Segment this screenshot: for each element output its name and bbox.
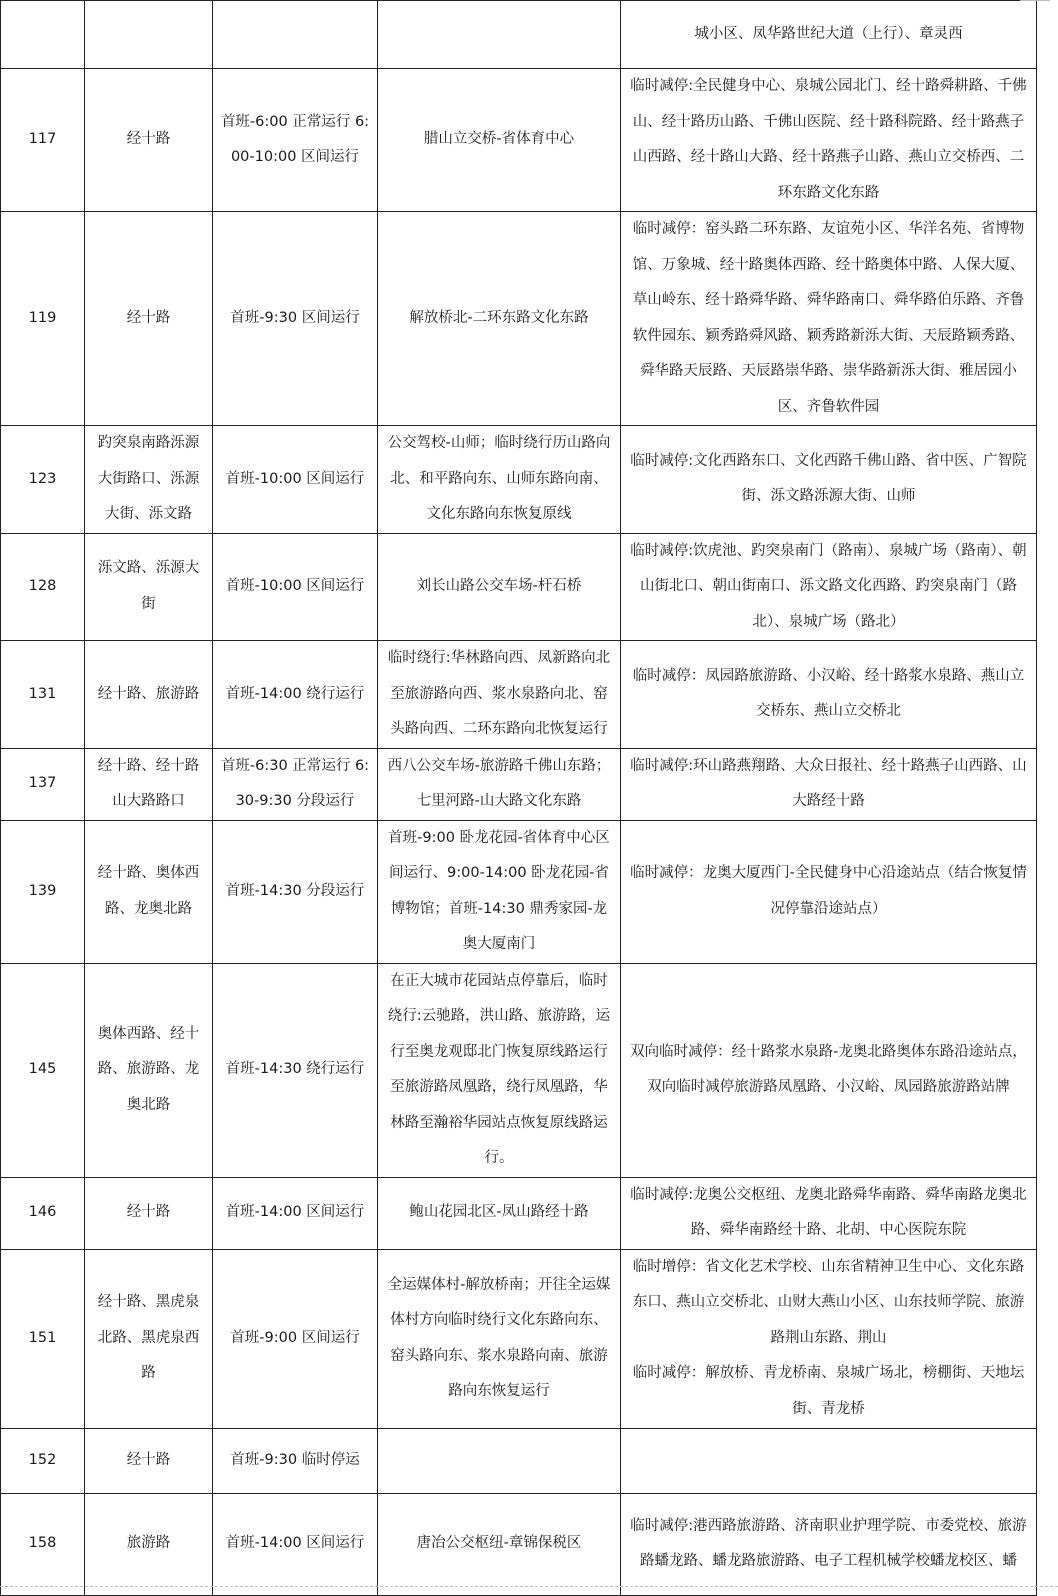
route-number-cell: 123 xyxy=(1,426,85,534)
stops-cell xyxy=(621,820,1037,963)
stops-text: 临时减停：解放桥、青龙桥南、泉城广场北，榜棚街、天地坛街、青龙桥 xyxy=(632,1365,1025,1417)
route-number-cell: 128 xyxy=(1,533,85,641)
road-name-cell: 经十路 xyxy=(85,212,213,426)
road-name-cell: 经十路 xyxy=(85,69,213,212)
table-row xyxy=(1,641,1037,749)
schedule-cell: 首班-6:00 正常运行 6:00-10:00 区间运行 xyxy=(213,69,378,212)
route-number-cell: 158 xyxy=(1,1493,85,1595)
table-row xyxy=(1,1177,1037,1249)
schedule-cell: 首班-9:30 区间运行 xyxy=(213,212,378,426)
stops-text: 临时减停：龙奥大厦西门-全民健身中心沿途站点（结合恢复情况停靠沿途站点） xyxy=(630,865,1027,917)
stops-cell xyxy=(621,963,1037,1177)
stops-text: 城小区、凤华路世纪大道（上行）、章灵西 xyxy=(694,25,963,42)
road-name-cell: 经十路、黑虎泉北路、黑虎泉西路 xyxy=(85,1249,213,1428)
section-cell: 唐冶公交枢纽-章锦保税区 xyxy=(378,1493,621,1595)
route-number-cell: 145 xyxy=(1,963,85,1177)
section-cell: 全运媒体村-解放桥南；开往全运媒体村方向临时绕行文化东路向东、窑头路向东、浆水泉路向南、旅游路向东恢复运行 xyxy=(378,1249,621,1428)
section-cell: 解放桥北-二环东路文化东路 xyxy=(378,212,621,426)
section-cell: 首班-9:00 卧龙花园-省体育中心区间运行、9:00-14:00 卧龙花园-省博物馆；首班-14:30 鼎秀家园-龙奥大厦南门 xyxy=(378,820,621,963)
stops-cell xyxy=(621,1249,1037,1428)
section-cell: 在正大城市花园站点停靠后，临时绕行:云驰路，洪山路、旅游路，运行至奥龙观邸北门恢复原线路运行至旅游路凤凰路，绕行凤凰路，华林路至瀚裕华园站点恢复原线路运行。 xyxy=(378,963,621,1177)
section-cell xyxy=(378,1428,621,1493)
road-name-cell: 泺文路、泺源大街 xyxy=(85,533,213,641)
road-name-cell: 经十路、奥体西路、龙奥北路 xyxy=(85,820,213,963)
table-row xyxy=(1,212,1037,426)
page-bottom-border xyxy=(0,1586,1058,1587)
schedule-cell xyxy=(213,1,378,69)
road-name-cell: 趵突泉南路泺源大街路口、泺源大街、泺文路 xyxy=(85,426,213,534)
section-cell: 西八公交车场-旅游路千佛山东路；七里河路-山大路文化东路 xyxy=(378,748,621,820)
road-name-cell: 奥体西路、经十路、旅游路、龙奥北路 xyxy=(85,963,213,1177)
stops-cell xyxy=(621,533,1037,641)
table-row xyxy=(1,533,1037,641)
section-cell: 腊山立交桥-省体育中心 xyxy=(378,69,621,212)
stops-text: 临时减停：窑头路二环东路、友谊苑小区、华洋名苑、省博物馆、万象城、经十路奥体西路、经十路奥体中路、人保大厦、草山岭东、经十路舜华路、舜华路南口、舜华路伯乐路、齐鲁软件园东、颖秀路舜风路、颖秀路新泺大街、天辰路颖秀路、舜华路天辰路、天辰路崇华路、崇华路新泺大街、雅居园小区、齐鲁软件园 xyxy=(632,221,1025,415)
section-cell xyxy=(378,1,621,69)
stops-cell xyxy=(621,212,1037,426)
schedule-cell: 首班-10:00 区间运行 xyxy=(213,533,378,641)
schedule-cell: 首班-14:00 区间运行 xyxy=(213,1493,378,1595)
route-number-cell: 139 xyxy=(1,820,85,963)
schedule-cell: 首班-14:00 区间运行 xyxy=(213,1177,378,1249)
stops-text: 临时减停:饮虎池、趵突泉南门（路南）、泉城广场（路南）、朝山街北口、朝山街南口、泺文路文化西路、趵突泉南门（路北）、泉城广场（路北） xyxy=(630,542,1027,630)
stops-text: 临时减停:环山路燕翔路、大众日报社、经十路燕子山西路、山大路经十路 xyxy=(630,757,1027,809)
table-row xyxy=(1,748,1037,820)
road-name-cell xyxy=(85,1,213,69)
table-row xyxy=(1,426,1037,534)
table-row xyxy=(1,1,1037,69)
schedule-cell: 首班-10:00 区间运行 xyxy=(213,426,378,534)
section-cell: 公交驾校-山师；临时绕行历山路向北、和平路向东、山师东路向南、文化东路向东恢复原线 xyxy=(378,426,621,534)
stops-cell xyxy=(621,1493,1037,1595)
route-number-cell: 151 xyxy=(1,1249,85,1428)
stops-cell xyxy=(621,748,1037,820)
route-number-cell: 131 xyxy=(1,641,85,749)
stops-cell xyxy=(621,69,1037,212)
table-row xyxy=(1,963,1037,1177)
schedule-cell: 首班-14:00 绕行运行 xyxy=(213,641,378,749)
table-row xyxy=(1,1493,1037,1595)
road-name-cell: 经十路、经十路山大路路口 xyxy=(85,748,213,820)
stops-text: 临时减停:全民健身中心、泉城公园北门、经十路舜耕路、千佛山、经十路历山路、千佛山医院、经十路科院路、经十路燕子山西路、经十路山大路、经十路燕子山路、燕山立交桥西、二环东路文化东路 xyxy=(630,78,1027,201)
stops-text: 临时增停：省文化艺术学校、山东省精神卫生中心、文化东路东口、燕山立交桥北、山财大燕山小区、山东技师学院、旅游路荆山东路、荆山 xyxy=(632,1258,1025,1346)
stops-cell xyxy=(621,1177,1037,1249)
road-name-cell: 旅游路 xyxy=(85,1493,213,1595)
section-cell: 临时绕行:华林路向西、凤新路向北至旅游路向西、浆水泉路向北、窑头路向西、二环东路向北恢复运行 xyxy=(378,641,621,749)
stops-cell xyxy=(621,426,1037,534)
road-name-cell: 经十路 xyxy=(85,1428,213,1493)
table-row xyxy=(1,820,1037,963)
schedule-cell: 首班-14:30 绕行运行 xyxy=(213,963,378,1177)
road-name-cell: 经十路、旅游路 xyxy=(85,641,213,749)
table-row xyxy=(1,1249,1037,1428)
route-number-cell xyxy=(1,1,85,69)
schedule-cell: 首班-6:30 正常运行 6:30-9:30 分段运行 xyxy=(213,748,378,820)
route-number-cell: 146 xyxy=(1,1177,85,1249)
page-edge-mark xyxy=(1020,0,1050,5)
stops-cell xyxy=(621,641,1037,749)
stops-text: 双向临时减停：经十路浆水泉路-龙奥北路奥体东路沿途站点，双向临时减停旅游路凤凰路、小汉峪、凤园路旅游路站牌 xyxy=(630,1043,1027,1095)
route-number-cell: 119 xyxy=(1,212,85,426)
stops-text: 临时减停：凤园路旅游路、小汉峪、经十路浆水泉路、燕山立交桥东、燕山立交桥北 xyxy=(632,667,1025,720)
stops-cell xyxy=(621,1,1037,69)
table-row xyxy=(1,1428,1037,1493)
stops-cell xyxy=(621,1428,1037,1493)
section-cell: 鲍山花园北区-凤山路经十路 xyxy=(378,1177,621,1249)
route-number-cell: 152 xyxy=(1,1428,85,1493)
route-number-cell: 137 xyxy=(1,748,85,820)
schedule-cell: 首班-14:30 分段运行 xyxy=(213,820,378,963)
route-number-cell: 117 xyxy=(1,69,85,212)
road-name-cell: 经十路 xyxy=(85,1177,213,1249)
schedule-cell: 首班-9:30 临时停运 xyxy=(213,1428,378,1493)
stops-text: 临时减停:龙奥公交枢纽、龙奥北路舜华南路、舜华南路龙奥北路、舜华南路经十路、北胡、中心医院东院 xyxy=(630,1186,1027,1238)
section-cell: 刘长山路公交车场-杆石桥 xyxy=(378,533,621,641)
schedule-cell: 首班-9:00 区间运行 xyxy=(213,1249,378,1428)
stops-text: 临时减停:文化西路东口、文化西路千佛山路、省中医、广智院街、泺文路泺源大街、山师 xyxy=(630,452,1027,505)
route-table-body xyxy=(1,1,1037,1596)
stops-text: 临时减停:港西路旅游路、济南职业护理学院、市委党校、旅游路蟠龙路、蟠龙路旅游路、电子工程机械学校蟠龙校区、蟠 xyxy=(630,1517,1027,1569)
table-row xyxy=(1,69,1037,212)
